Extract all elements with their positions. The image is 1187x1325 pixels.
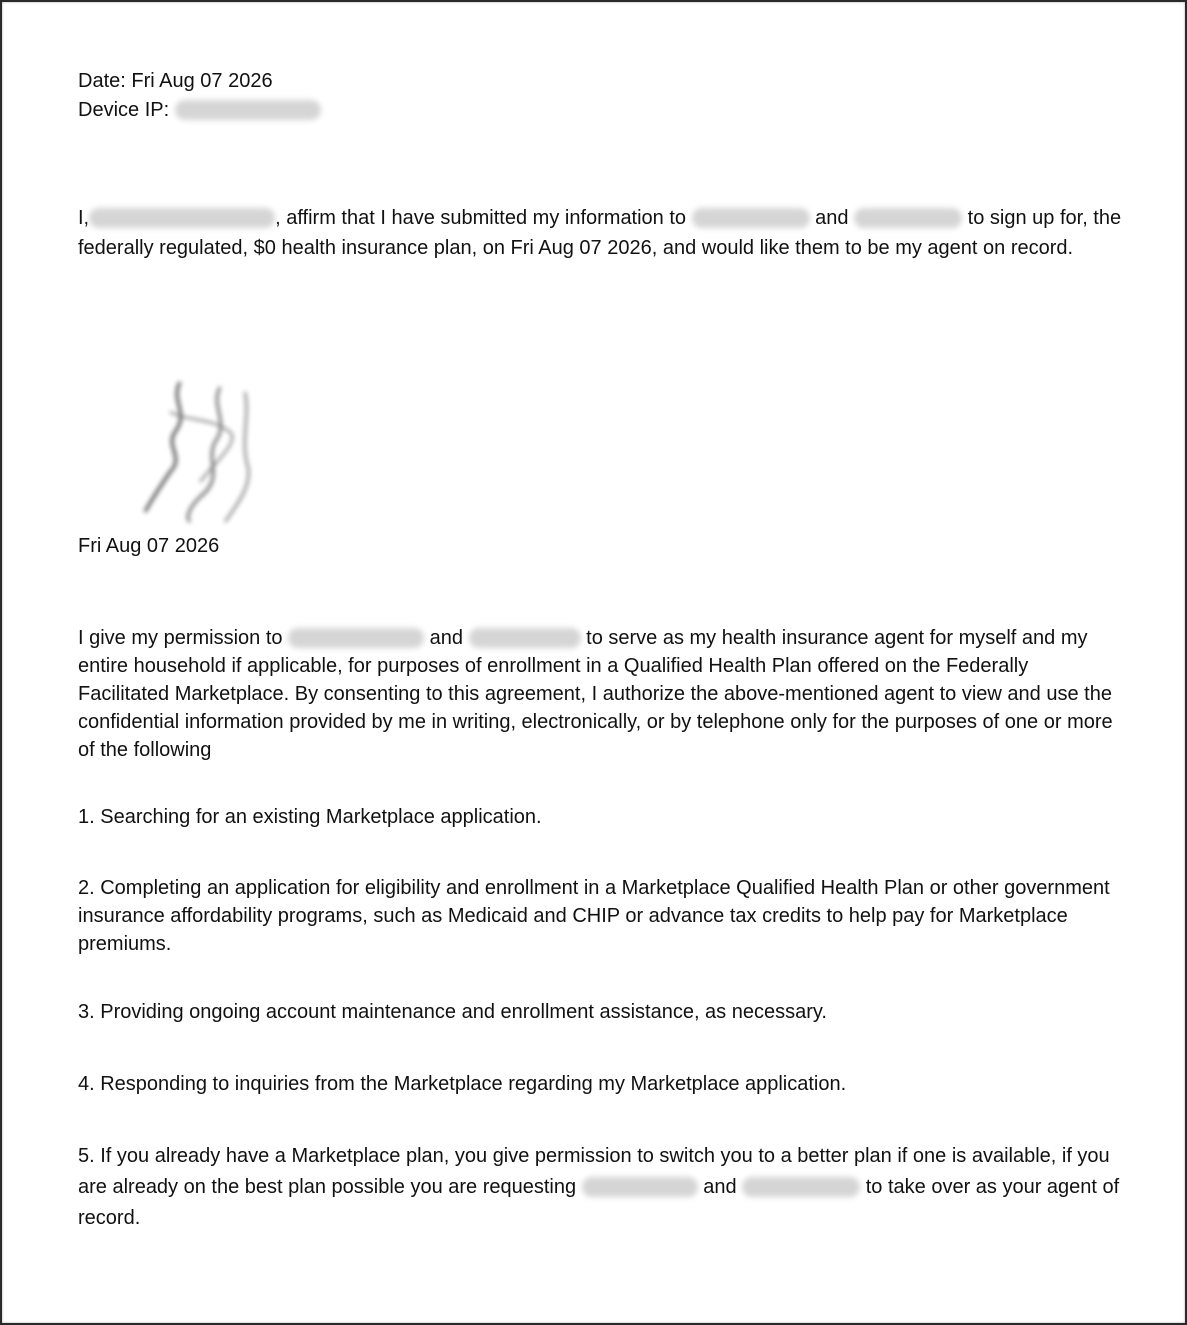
date-value: Fri Aug 07 2026 xyxy=(131,70,273,92)
date-label: Date: xyxy=(78,70,126,92)
redacted-agent-2 xyxy=(469,628,581,648)
affirmation-line-1 xyxy=(78,204,1121,232)
permission-text-end: to serve as my health insurance agent for myself and my entire household if applicable, for purposes of enrollment in a Qualified Health Plan offered on the Federally Facilitated Marketplace. By consenting to this agreement, I authorize the above-mentioned agent to view and use the confidential information provided by me in writing, electronically, or by telephone only for the purposes of one or more of the following xyxy=(78,627,1113,761)
list-item-4: 4. Responding to inquiries from the Marketplace regarding my Marketplace application. xyxy=(78,1073,847,1095)
permission-text-start: I give my permission to xyxy=(78,627,283,649)
permission-paragraph xyxy=(78,624,1123,764)
date-line xyxy=(78,67,273,95)
affirmation-and: and xyxy=(815,207,849,229)
redacted-agent-1 xyxy=(692,208,810,228)
handwritten-signature xyxy=(130,372,270,532)
item-5-text-start: 5. If you already have a Marketplace plan, you give permission to switch you to a better plan if one is available, if you are already on the best plan possible you are requesting xyxy=(78,1145,1110,1198)
list-item-5 xyxy=(78,1141,1123,1234)
device-ip-label: Device IP: xyxy=(78,99,170,121)
item-5-and: and xyxy=(703,1176,737,1198)
affirmation-text-end: to sign up for, the xyxy=(967,207,1122,229)
affirmation-text-middle: , affirm that I have submitted my information to xyxy=(275,207,687,229)
affirmation-line-2: federally regulated, $0 health insurance plan, on Fri Aug 07 2026, and would like them to be my agent on record. xyxy=(78,237,1074,259)
list-item-2: 2. Completing an application for eligibility and enrollment in a Marketplace Qualified Health Plan or other government insurance affordability programs, such as Medicaid and CHIP or advance tax credits to help pay for Marketplace premiums. xyxy=(78,877,1110,955)
list-item-3: 3. Providing ongoing account maintenance and enrollment assistance, as necessary. xyxy=(78,1001,827,1023)
redacted-name xyxy=(89,208,275,228)
permission-and: and xyxy=(429,627,464,649)
redacted-ip xyxy=(175,100,321,120)
redacted-agent-1 xyxy=(582,1177,698,1197)
device-ip-line xyxy=(78,96,321,124)
redacted-agent-2 xyxy=(854,208,962,228)
signature-date: Fri Aug 07 2026 xyxy=(78,535,220,557)
item-5-text-end: to take over as your agent of record. xyxy=(78,1176,1120,1229)
redacted-agent-1 xyxy=(288,628,424,648)
list-item-1: 1. Searching for an existing Marketplace application. xyxy=(78,806,542,828)
redacted-agent-2 xyxy=(742,1177,860,1197)
affirmation-text-start: I, xyxy=(78,207,90,229)
